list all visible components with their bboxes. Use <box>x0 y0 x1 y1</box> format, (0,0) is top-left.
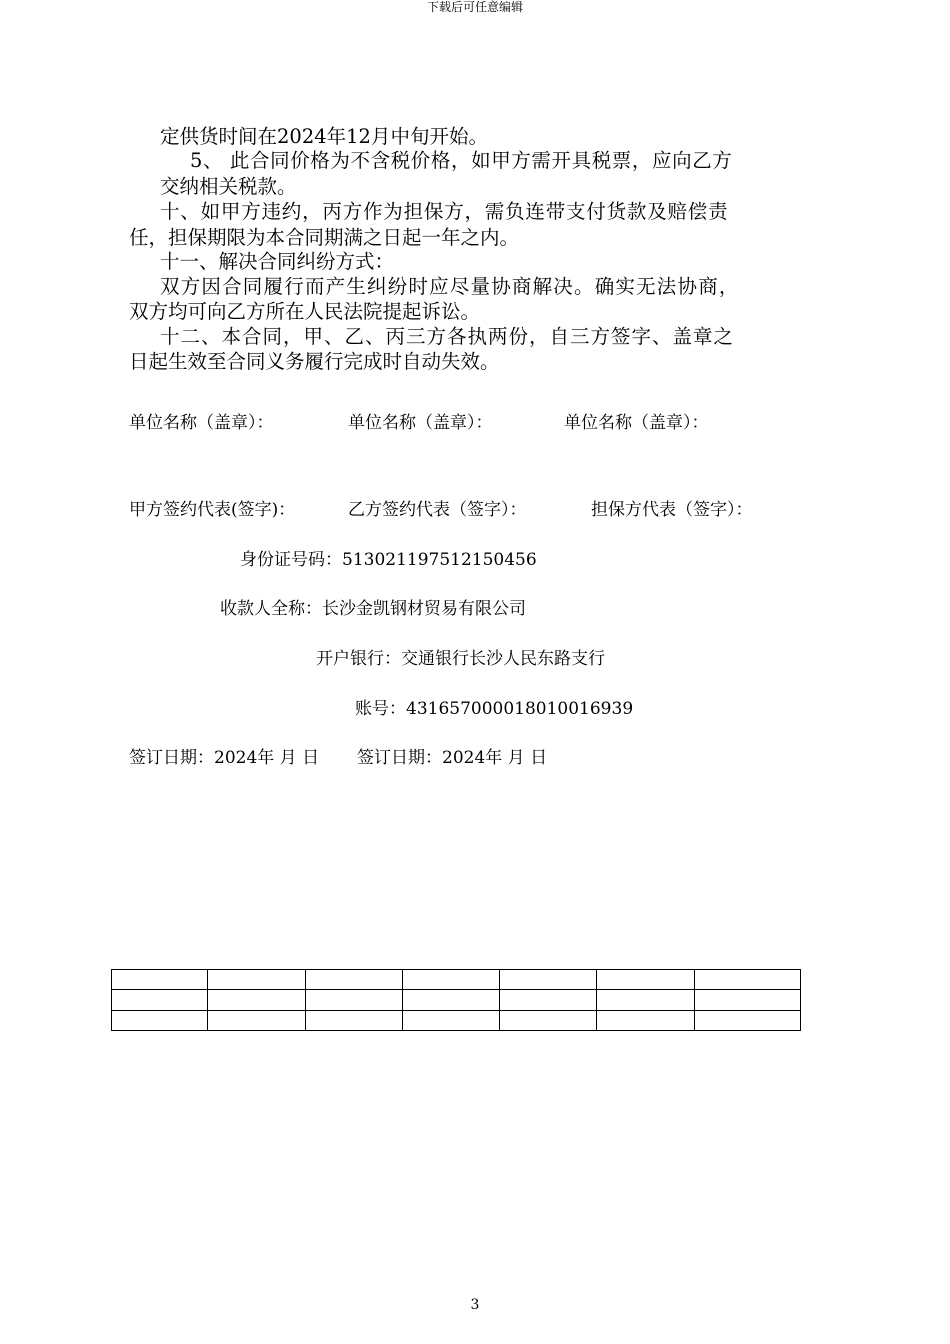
party-c-unit-name: 单位名称（盖章）： <box>564 413 709 433</box>
table-cell <box>403 970 500 990</box>
clause-11-title: 十一、解决合同纠纷方式： <box>160 250 395 273</box>
table-cell <box>597 990 695 1010</box>
table-cell <box>695 990 801 1010</box>
table-cell <box>403 1010 500 1030</box>
clause-11-line1: 双方因合同履行而产生纠纷时应尽量协商解决。确实无法协商， <box>160 275 740 298</box>
party-b-unit-name: 单位名称（盖章）： <box>348 413 493 433</box>
party-a-representative: 甲方签约代表(签字)： <box>129 500 296 520</box>
table-cell <box>112 1010 208 1030</box>
table-cell <box>695 970 801 990</box>
clause-5-line2: 交纳相关税款。 <box>160 175 297 198</box>
clause-12-line1: 十二、本合同，甲、乙、丙三方各执两份，自三方签字、盖章之 <box>160 325 735 348</box>
table-cell <box>112 970 208 990</box>
account-number: 账号：431657000018010016939 <box>355 699 634 719</box>
signing-date-a: 签订日期：2024年 月 日 <box>129 748 320 768</box>
header-note: 下载后可任意编辑 <box>426 0 523 14</box>
clause-10-line2: 任，担保期限为本合同期满之日起一年之内。 <box>129 226 520 249</box>
table-cell <box>403 990 500 1010</box>
table-cell <box>597 1010 695 1030</box>
blank-table <box>111 969 801 1031</box>
table-cell <box>500 990 597 1010</box>
signing-date-b: 签订日期：2024年 月 日 <box>357 748 548 768</box>
table-cell <box>500 970 597 990</box>
table-cell <box>500 1010 597 1030</box>
table-cell <box>208 970 306 990</box>
table-row <box>112 970 801 990</box>
id-number: 身份证号码：513021197512150456 <box>240 550 537 570</box>
party-a-unit-name: 单位名称（盖章）： <box>129 413 274 433</box>
clause-12-line2: 日起生效至合同义务履行完成时自动失效。 <box>129 350 500 373</box>
bank-name: 开户银行：交通银行长沙人民东路支行 <box>316 649 605 669</box>
table-cell <box>306 1010 403 1030</box>
table-row <box>112 1010 801 1030</box>
clause-10-line1: 十、如甲方违约，丙方作为担保方，需负连带支付货款及赔偿责 <box>160 200 729 223</box>
table-cell <box>597 970 695 990</box>
payee-name: 收款人全称：长沙金凯钢材贸易有限公司 <box>220 599 526 619</box>
table-cell <box>695 1010 801 1030</box>
table-cell <box>208 990 306 1010</box>
guarantor-representative: 担保方代表（签字）： <box>591 500 753 520</box>
table-cell <box>306 990 403 1010</box>
party-b-representative: 乙方签约代表（签字）： <box>348 500 527 520</box>
table-row <box>112 990 801 1010</box>
clause-5-line1: 5、 此合同价格为不含税价格，如甲方需开具税票，应向乙方 <box>190 149 733 172</box>
table-cell <box>208 1010 306 1030</box>
clause-11-line2: 双方均可向乙方所在人民法院提起诉讼。 <box>129 300 481 323</box>
table-cell <box>112 990 208 1010</box>
table-cell <box>306 970 403 990</box>
clause-delivery-time: 定供货时间在2024年12月中旬开始。 <box>160 125 488 148</box>
page-number: 3 <box>470 1297 480 1313</box>
